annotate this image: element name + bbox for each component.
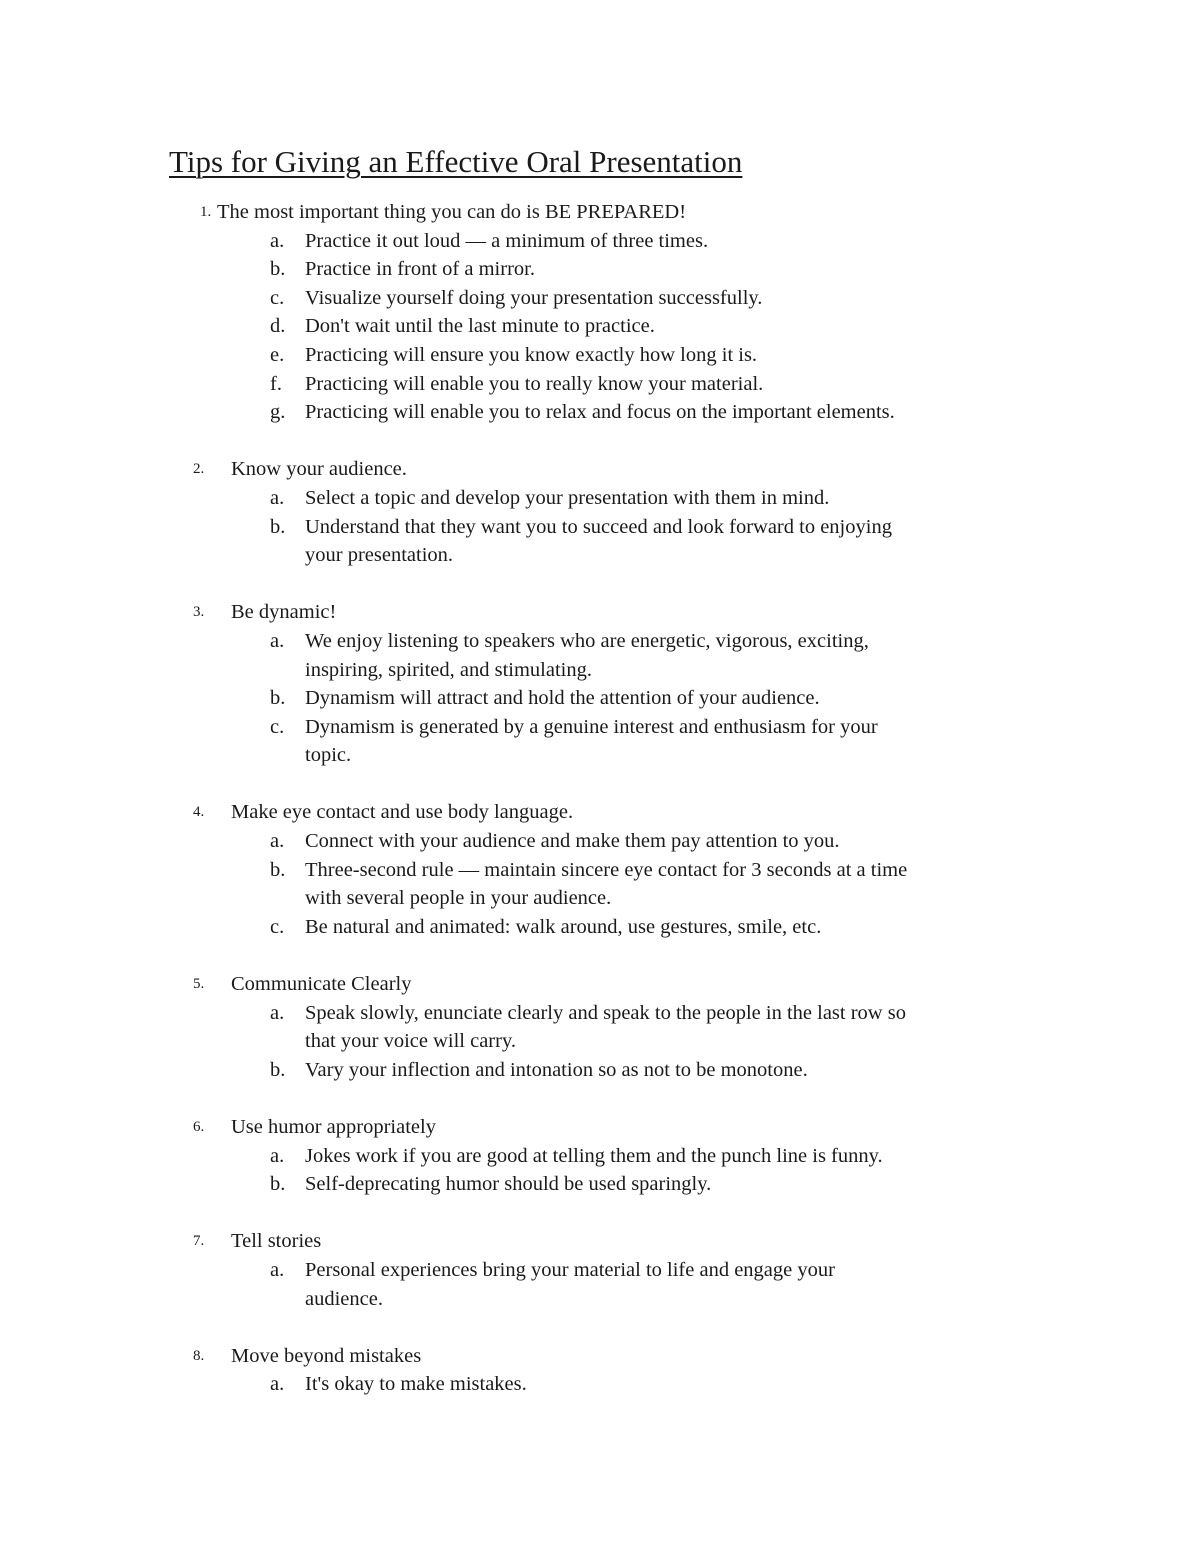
sub-item-line <box>0 255 1200 284</box>
sub-item-letter: a. <box>270 1258 285 1281</box>
sub-item-letter: a. <box>270 486 285 509</box>
tip-heading: Use humor appropriately <box>231 1116 436 1138</box>
tip-section <box>0 198 1200 427</box>
sub-item-text: Practicing will enable you to relax and focus on the important elements. <box>305 401 895 424</box>
tip-number: 3. <box>193 604 205 621</box>
sub-item-text: Speak slowly, enunciate clearly and speak to the people in the last row so <box>305 1001 906 1024</box>
tip-heading-line <box>0 970 1200 999</box>
tip-section <box>0 1342 1200 1399</box>
sub-item-letter: e. <box>270 343 285 366</box>
tip-section <box>0 1113 1200 1199</box>
sub-item-letter: b. <box>270 1173 286 1196</box>
sub-item-line <box>0 627 1200 656</box>
tip-heading-line <box>0 798 1200 827</box>
tip-number: 1. <box>200 204 212 220</box>
sub-item-text: Understand that they want you to succeed and look forward to enjoying <box>305 515 892 538</box>
sub-item-text: with several people in your audience. <box>305 887 612 910</box>
sub-item-letter: c. <box>270 286 285 309</box>
sub-item-text: Connect with your audience and make them pay attention to you. <box>305 830 840 853</box>
tip-heading: Move beyond mistakes <box>231 1344 422 1367</box>
tip-heading-line <box>0 1342 1200 1371</box>
sub-item-line <box>0 1285 1200 1314</box>
tip-section <box>0 598 1200 770</box>
sub-item-line <box>0 484 1200 513</box>
sub-item-text: audience. <box>305 1287 383 1310</box>
tip-heading: Be dynamic! <box>231 601 337 624</box>
tip-section <box>0 1227 1200 1313</box>
tip-heading: Tell stories <box>231 1230 322 1253</box>
sub-item-letter: f. <box>270 372 282 395</box>
sub-item-text: Practice in front of a mirror. <box>305 258 535 281</box>
sub-item-text: It's okay to make mistakes. <box>305 1373 527 1396</box>
sub-item-line <box>0 999 1200 1028</box>
sub-item-letter: g. <box>270 401 286 424</box>
sub-item-text: Practicing will ensure you know exactly how long it is. <box>305 343 758 366</box>
tip-heading: Know your audience. <box>231 458 407 481</box>
sub-item-text: Dynamism will attract and hold the attention of your audience. <box>305 687 820 710</box>
sub-item-text: Personal experiences bring your material to life and engage your <box>305 1258 835 1281</box>
tip-heading-line <box>0 455 1200 484</box>
sub-item-line <box>0 656 1200 685</box>
tip-number: 6. <box>193 1119 205 1135</box>
tip-heading-line <box>0 198 1200 227</box>
sub-item-line <box>0 1256 1200 1285</box>
sub-item-line <box>0 227 1200 256</box>
sub-item-letter: a. <box>270 1373 285 1396</box>
sub-item-line <box>0 1370 1200 1399</box>
sub-item-letter: b. <box>270 1058 286 1081</box>
tip-number: 7. <box>193 1233 205 1250</box>
sub-item-text: topic. <box>305 744 352 767</box>
tips-list <box>0 198 1200 1428</box>
sub-item-line <box>0 884 1200 913</box>
sub-item-letter: b. <box>270 687 286 710</box>
sub-item-line <box>0 1142 1200 1171</box>
sub-item-text: Dynamism is generated by a genuine interest and enthusiasm for your <box>305 715 878 738</box>
tip-section <box>0 970 1200 1084</box>
sub-item-letter: c. <box>270 715 285 738</box>
tip-heading-line <box>0 598 1200 627</box>
sub-item-text: We enjoy listening to speakers who are energetic, vigorous, exciting, <box>305 629 869 652</box>
sub-item-text: Vary your inflection and intonation so as not to be monotone. <box>305 1058 808 1081</box>
tip-number: 8. <box>193 1347 205 1364</box>
sub-item-text: Practice it out loud — a minimum of three times. <box>305 229 709 252</box>
sub-item-text: Visualize yourself doing your presentation successfully. <box>305 286 763 309</box>
tip-heading: Make eye contact and use body language. <box>231 801 574 824</box>
sub-item-line <box>0 1170 1200 1199</box>
sub-item-line <box>0 684 1200 713</box>
sub-item-letter: b. <box>270 858 286 881</box>
tip-heading: The most important thing you can do is BE PREPARED! <box>217 201 687 223</box>
sub-item-text: Be natural and animated: walk around, use gestures, smile, etc. <box>305 915 822 938</box>
sub-item-line <box>0 312 1200 341</box>
sub-item-line <box>0 913 1200 942</box>
sub-item-line <box>0 284 1200 313</box>
sub-item-letter: c. <box>270 915 285 938</box>
sub-item-line <box>0 741 1200 770</box>
sub-item-letter: a. <box>270 830 285 853</box>
sub-item-line <box>0 370 1200 399</box>
page-title: Tips for Giving an Effective Oral Presentation <box>169 144 743 179</box>
sub-item-line <box>0 398 1200 427</box>
sub-item-text: Jokes work if you are good at telling them and the punch line is funny. <box>305 1144 883 1167</box>
sub-item-text: your presentation. <box>305 544 454 567</box>
sub-item-text: Practicing will enable you to really know your material. <box>305 372 764 395</box>
tip-heading: Communicate Clearly <box>231 973 412 996</box>
sub-item-letter: a. <box>270 229 285 252</box>
sub-item-line <box>0 713 1200 742</box>
tip-number: 4. <box>193 804 205 821</box>
tip-section <box>0 798 1200 941</box>
sub-item-text: Don't wait until the last minute to practice. <box>305 315 655 338</box>
sub-item-letter: a. <box>270 1144 285 1167</box>
tip-number: 5. <box>193 976 205 993</box>
sub-item-letter: b. <box>270 258 286 281</box>
sub-item-text: Select a topic and develop your presentation with them in mind. <box>305 486 830 509</box>
sub-item-line <box>0 513 1200 542</box>
tip-heading-line <box>0 1113 1200 1142</box>
sub-item-line <box>0 341 1200 370</box>
sub-item-text: that your voice will carry. <box>305 1030 516 1053</box>
sub-item-line <box>0 1056 1200 1085</box>
sub-item-letter: d. <box>270 315 286 338</box>
sub-item-text: Self-deprecating humor should be used sparingly. <box>305 1173 712 1196</box>
sub-item-letter: a. <box>270 1001 285 1024</box>
sub-item-letter: b. <box>270 515 286 538</box>
sub-item-line <box>0 856 1200 885</box>
sub-item-text: Three-second rule — maintain sincere eye contact for 3 seconds at a time <box>305 858 908 881</box>
sub-item-letter: a. <box>270 629 285 652</box>
sub-item-line <box>0 827 1200 856</box>
tip-heading-line <box>0 1227 1200 1256</box>
sub-item-text: inspiring, spirited, and stimulating. <box>305 658 592 681</box>
sub-item-line <box>0 1027 1200 1056</box>
tip-number: 2. <box>193 461 205 478</box>
tip-section <box>0 455 1200 569</box>
sub-item-line <box>0 541 1200 570</box>
